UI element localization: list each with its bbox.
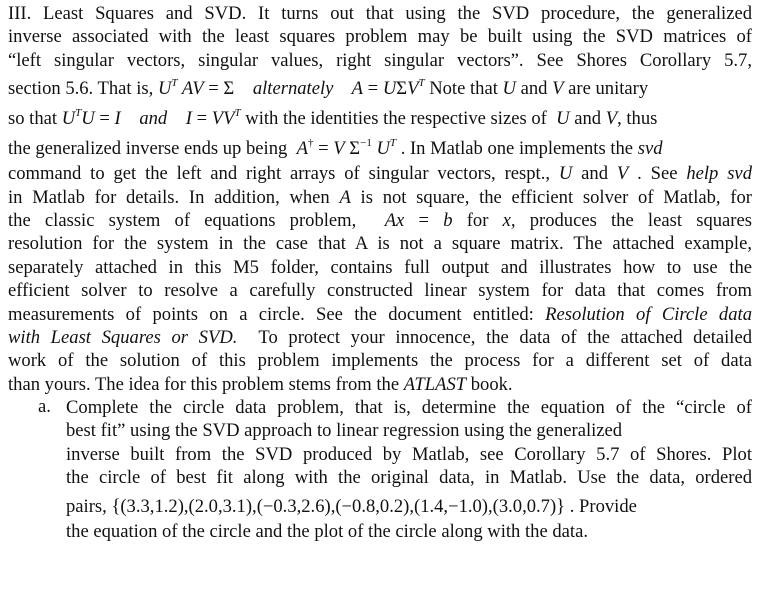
list-marker: a. [38,396,51,418]
text-segment: section 5.6. That is, [8,78,158,100]
text-segment: command to get the left and right arrays of singular vectors, respt., [8,163,559,185]
text-segment: = [192,108,212,130]
text-segment: Σ [344,138,361,160]
text-segment: . See [628,163,687,185]
italic-text: alternately [252,78,334,100]
text-line [66,490,752,520]
italic-text: svd [637,138,663,160]
italic-text: help svd [686,163,752,185]
text-segment: = [363,78,383,100]
text-segment: than yours. The idea for this problem stems from the [8,373,404,395]
text-segment: “left singular vectors, singular values, right singular vectors”. See Shores Corollary 5.7, [8,49,752,71]
text-segment: Σ [396,78,408,100]
list-item-a [8,396,752,543]
text-segment: Complete the circle data problem, that is, determine the equation of the “circle of [66,397,752,419]
text-line [66,443,752,466]
text-line [8,279,752,302]
italic-text: V [333,138,345,160]
text-segment: measurements of points on a circle. See the document entitled: [8,303,546,325]
problem-paragraph [8,2,752,396]
text-segment: inverse built from the SVD produced by Matlab, see Corollary 5.7 of Shores. Plot [66,443,752,465]
text-segment: the circle of best fit along with the original data, in Matlab. Use the data, ordered [66,467,752,489]
text-line [66,520,752,543]
text-line [8,162,752,185]
italic-text: U [556,108,570,130]
text-line [66,466,752,489]
text-segment: book. [466,373,513,395]
italic-text: A [333,78,364,100]
text-segment: Note that [424,78,503,100]
text-line [8,25,752,48]
superscript: † [307,137,314,150]
superscript: −1 [360,137,372,150]
italic-text: V [552,78,564,100]
italic-text: U [558,163,573,185]
text-segment: and [569,108,606,130]
italic-text: U [371,138,390,160]
text-line [8,186,752,209]
italic-text: and I [120,108,192,130]
text-segment: are unitary [563,78,649,100]
text-segment: separately attached in this M5 folder, contains full output and illustrates how to use the [8,256,752,278]
italic-text: x, [502,209,516,231]
text-line [8,209,752,232]
italic-text: U [382,78,397,100]
text-segment: efficient solver to resolve a carefully constructed linear system for data that comes from [8,280,752,302]
text-line [8,326,752,349]
superscript: T [234,107,241,120]
text-segment: so that [8,108,62,130]
italic-text: V [407,78,419,100]
superscript: T [389,137,397,150]
text-segment: = [313,138,334,160]
italic-text: U [81,108,95,130]
italic-text: U [157,78,172,100]
superscript: T [75,107,82,120]
text-line [66,396,752,419]
text-segment: = Σ [203,78,253,100]
text-segment: for [452,209,503,231]
italic-text: U [61,108,76,130]
text-segment: To protect your innocence, the data of the attached detailed [237,326,753,348]
italic-text: AV [177,78,204,100]
text-line [8,2,752,25]
italic-text: Ax [384,209,405,231]
italic-text: Resolution of Circle data [545,303,752,325]
text-line [8,256,752,279]
italic-text: with Least Squares or SVD. [8,326,238,348]
text-segment: and [572,163,617,185]
italic-text: b [443,209,453,231]
text-segment: best fit” using the SVD approach to linear regression using the generalized [66,420,623,442]
italic-text: A [296,138,308,160]
text-line [8,303,752,326]
text-segment: III. Least Squares and SVD. It turns out that using the SVD procedure, the generalized [8,3,752,24]
text-segment: the classic system of equations problem, [8,209,385,231]
text-line [66,419,752,442]
text-line [8,49,752,72]
italic-text: A [339,186,351,208]
text-segment: pairs, {(3.3,1.2),(2.0,3.1),(−0.3,2.6),(−0.8,0.2),(1.4,−1.0),(3.0,0.7)} . Provide [66,495,637,517]
text-segment: resolution for the system in the case that A is not a square matrix. The attached example, [8,233,752,255]
italic-text: ATLAST [403,373,467,395]
text-segment: the equation of the circle and the plot of the circle along with the data. [66,520,588,542]
document [8,2,752,543]
italic-text: I [114,108,121,130]
text-segment: = [404,209,444,231]
superscript: T [171,77,178,90]
text-line [8,132,752,162]
text-segment: in Matlab for details. In addition, when [8,186,340,208]
italic-text: VV [211,108,235,130]
text-line [8,102,752,132]
text-line [8,72,752,102]
italic-text: U [502,78,516,100]
text-segment: the generalized inverse ends up being [8,138,297,160]
list-item-text [66,396,752,543]
text-segment: and [515,78,553,100]
text-line [8,373,752,396]
text-segment: is not square, the efficient solver of Matlab, for [350,186,752,208]
text-segment: work of the solution of this problem implements the process for a different set of data [8,350,752,372]
text-segment: . In Matlab one implements the [396,138,638,160]
text-segment: , thus [617,108,658,130]
superscript: T [418,77,425,90]
italic-text: V [605,108,618,130]
text-segment: = [94,108,115,130]
text-segment: produces the least squares [515,209,752,231]
text-segment: with the identities the respective sizes of [240,108,557,130]
text-line [8,232,752,255]
text-line [8,349,752,372]
text-segment: inverse associated with the least squares problem may be built using the SVD matrices of [8,26,752,48]
italic-text: V [616,163,629,185]
